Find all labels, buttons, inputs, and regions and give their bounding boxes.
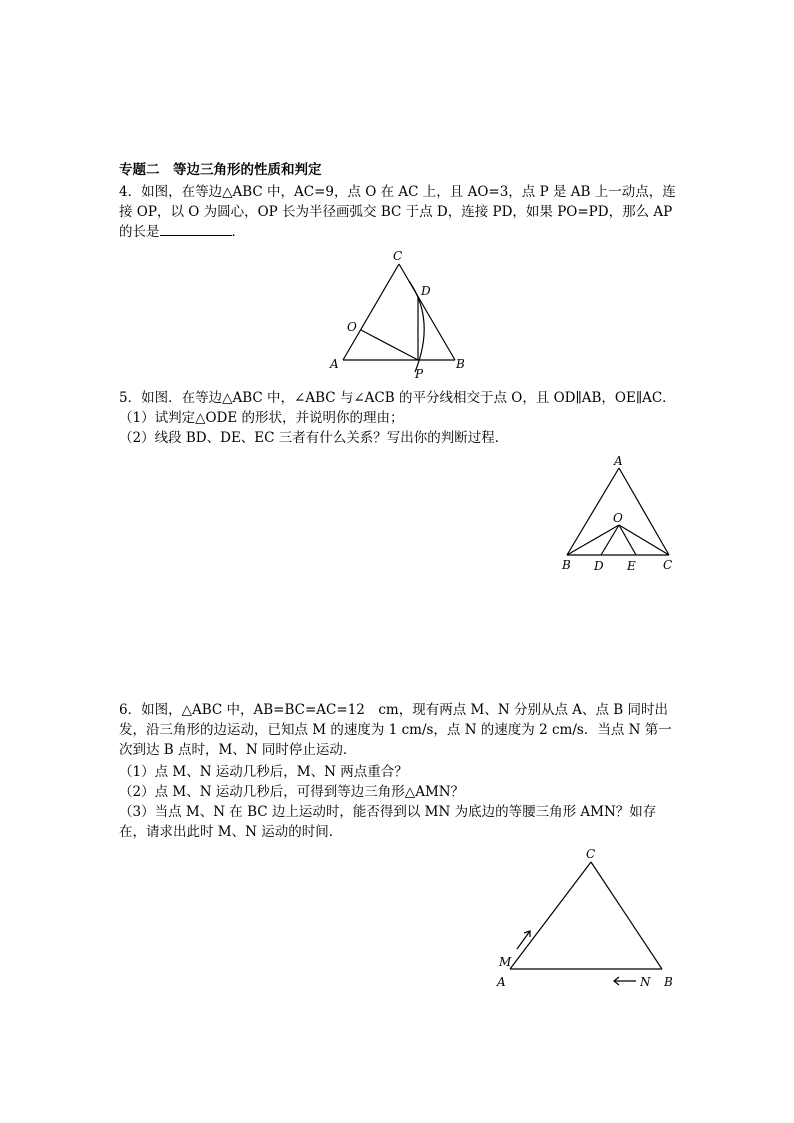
q5-label-a: A: [614, 454, 623, 468]
question-5-text: 5．如图．在等边△ABC 中，∠ABC 与∠ACB 的平分线相交于点 O，且 OD∥AB，OE∥AC．: [119, 390, 676, 406]
q6-label-a: A: [497, 975, 506, 989]
question-5-part-2: （2）线段 BD、DE、EC 三者有什么关系？写出你的判断过程．: [119, 430, 509, 446]
q6-label-n: N: [640, 975, 651, 989]
question-6-part-2: （2）点 M、N 运动几秒后，可得到等边三角形△AMN？: [119, 784, 465, 800]
q5-label-e: E: [627, 559, 636, 573]
q4-label-a: A: [330, 357, 339, 371]
q6-arrow-m: [517, 931, 530, 949]
q5-label-c: C: [663, 558, 673, 572]
q5-label-d: D: [594, 559, 604, 573]
q6-label-m: M: [499, 955, 512, 969]
q5-label-b: B: [562, 558, 571, 572]
q6-side-ac: [510, 862, 591, 969]
question-6-part-1: （1）点 M、N 运动几秒后，M、N 两点重合？: [119, 764, 408, 780]
section-title: 专题二 等边三角形的性质和判定: [119, 162, 322, 178]
question-4-text: 4．如图，在等边△ABC 中，AC=9，点 O 在 AC 上，且 AO=3，点 P 是 AB 上一动点，连接 OP，以 O 为圆心，OP 长为半径画弧交 BC 于点 D，连接 PD，如果 PO=PD，那么 AP 的长是: [119, 184, 677, 240]
q4-label-c: C: [393, 249, 403, 263]
q4-label-b: B: [456, 357, 465, 371]
q4-label-d: D: [421, 284, 431, 298]
question-6-text: 6．如图，△ABC 中，AB=BC=AC=12 cm，现有两点 M、N 分别从点 A、点 B 同时出发，沿三角形的边运动，已知点 M 的速度为 1 cm/s，点 N 的速度为 2 cm/s．当点 N 第一次到达 B 点时，M、N 同时停止运动．: [119, 702, 672, 758]
question-6-part-3: （3）当点 M、N 在 BC 边上运动时，能否得到以 MN 为底边的等腰三角形 AMN？如存在，请求出此时 M、N 运动的时间．: [119, 804, 657, 840]
q6-label-b: B: [664, 975, 673, 989]
q4-label-p: P: [415, 367, 424, 381]
q5-label-o: O: [613, 511, 623, 525]
question-4-end: ．: [231, 224, 245, 240]
q6-side-bc: [591, 862, 662, 969]
q4-label-o: O: [347, 320, 357, 334]
q6-label-c: C: [586, 847, 596, 861]
question-5-part-1: （1）试判定△ODE 的形状，并说明你的理由；: [119, 410, 404, 426]
